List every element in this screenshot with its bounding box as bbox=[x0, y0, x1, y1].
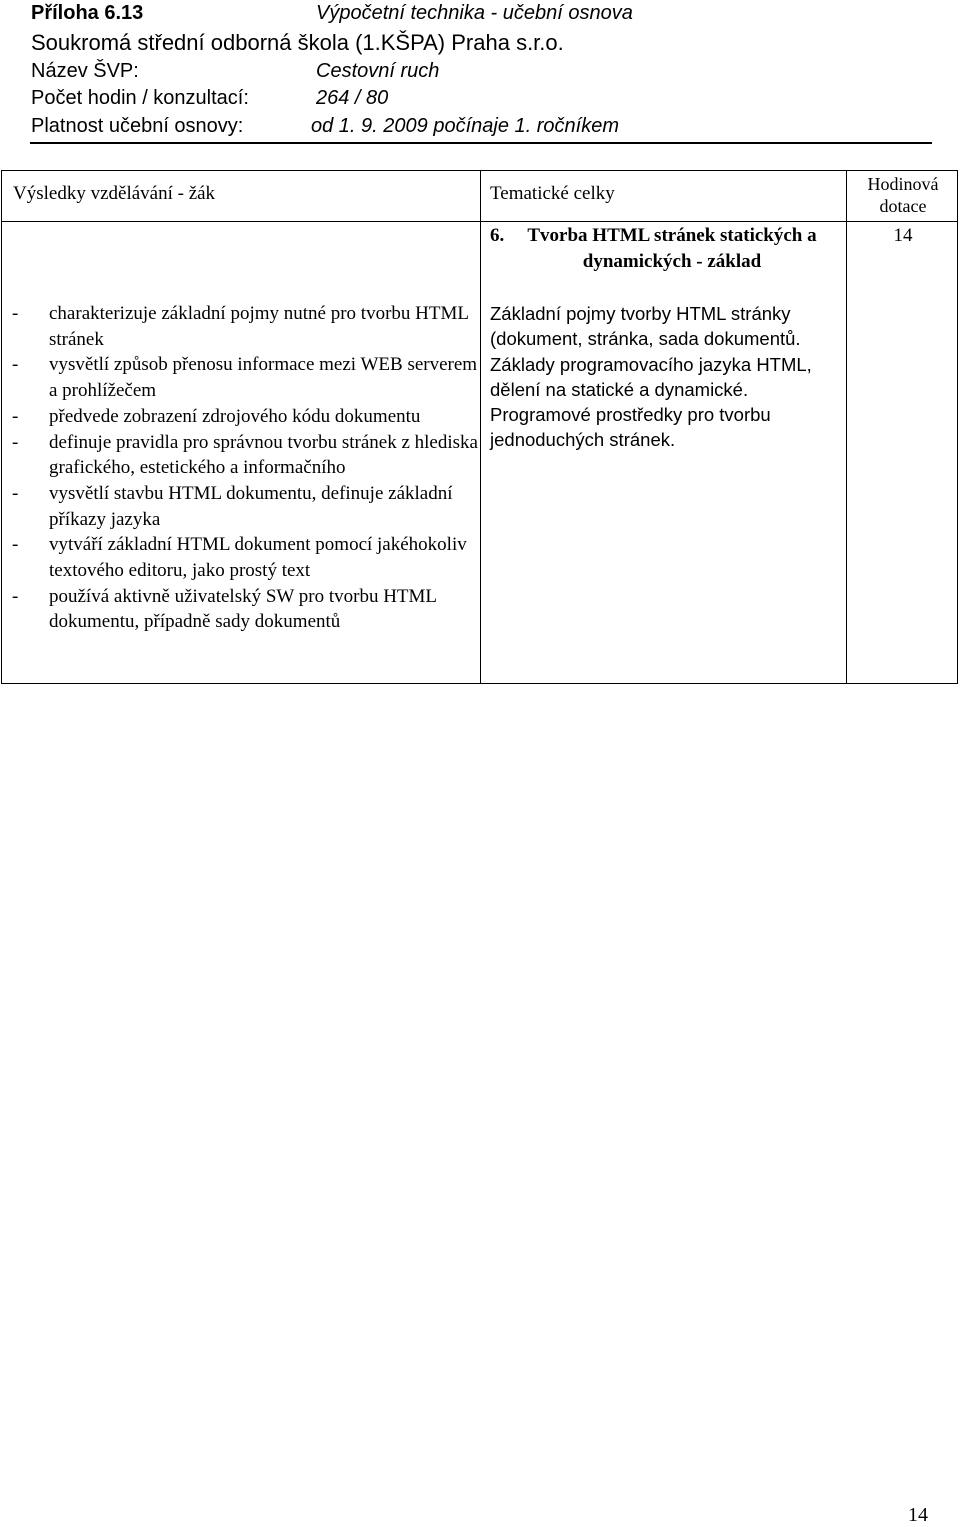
outcome-text: charakterizuje základní pojmy nutné pro tvorbu HTML stránek bbox=[49, 303, 469, 350]
topic-content bbox=[490, 301, 840, 453]
column-header-outcomes: Výsledky vzdělávání - žák bbox=[13, 183, 216, 204]
outcome-text: vysvětlí stavbu HTML dokumentu, definuje základní příkazy jazyka bbox=[49, 482, 453, 530]
outcome-text: používá aktivně uživatelský SW pro tvorbu HTML dokumentu, případně sady dokumentů bbox=[49, 585, 437, 633]
content-paragraph: Základní pojmy tvorby HTML stránky (dokument, stránka, sada dokumentů. bbox=[490, 303, 801, 350]
list-item bbox=[12, 301, 482, 352]
header-row-divider bbox=[2, 221, 957, 222]
column-divider bbox=[846, 171, 847, 683]
column-header-hours: Hodinová dotace bbox=[867, 174, 939, 216]
dash-bullet: - bbox=[12, 405, 19, 427]
validity-label: Platnost učební osnovy: bbox=[31, 115, 244, 137]
hours-label: Počet hodin / konzultací: bbox=[31, 87, 249, 109]
outcome-text: předvede zobrazení zdrojového kódu dokumentu bbox=[49, 405, 421, 427]
outcome-text: definuje pravidla pro správnou tvorbu stránek z hlediska grafického, estetického a informačního bbox=[49, 431, 478, 479]
content-paragraph: Základy programovacího jazyka HTML, dělení na statické a dynamické. bbox=[490, 353, 812, 400]
content-paragraph: Programové prostředky pro tvorbu jednoduchých stránek. bbox=[490, 404, 771, 451]
dash-bullet: - bbox=[12, 303, 19, 324]
dash-bullet: - bbox=[12, 482, 19, 504]
svp-value: Cestovní ruch bbox=[316, 60, 440, 82]
column-header-topics: Tematické celky bbox=[490, 183, 615, 204]
list-item bbox=[12, 584, 482, 635]
hours-value: 264 / 80 bbox=[316, 87, 389, 109]
outcome-text: vytváří základní HTML dokument pomocí jakéhokoliv textového editoru, jako prostý text bbox=[49, 534, 467, 582]
school-name: Soukromá střední odborná škola (1.KŠPA) Praha s.r.o. bbox=[31, 30, 564, 55]
appendix-label: Příloha 6.13 bbox=[31, 2, 144, 24]
list-item bbox=[12, 352, 482, 403]
topic-title: Tvorba HTML stránek statických a dynamických - základ bbox=[527, 225, 817, 272]
validity-value: od 1. 9. 2009 počínaje 1. ročníkem bbox=[311, 115, 619, 137]
dash-bullet: - bbox=[12, 534, 19, 556]
list-item bbox=[12, 404, 482, 430]
topic-number: 6. bbox=[490, 225, 505, 246]
list-item bbox=[12, 481, 482, 532]
list-item bbox=[12, 532, 482, 583]
header-divider bbox=[30, 142, 932, 144]
outcomes-list bbox=[12, 301, 482, 635]
outcome-text: vysvětlí způsob přenosu informace mezi WEB serverem a prohlížečem bbox=[49, 354, 478, 402]
list-item bbox=[12, 430, 482, 481]
page-number: 14 bbox=[908, 1504, 928, 1526]
hours-allocation: 14 bbox=[893, 225, 913, 246]
subject-title: Výpočetní technika - učební osnova bbox=[316, 2, 633, 24]
dash-bullet: - bbox=[12, 585, 19, 607]
dash-bullet: - bbox=[12, 354, 19, 376]
svp-label: Název ŠVP: bbox=[31, 60, 139, 82]
curriculum-table bbox=[1, 170, 958, 684]
dash-bullet: - bbox=[12, 431, 19, 453]
